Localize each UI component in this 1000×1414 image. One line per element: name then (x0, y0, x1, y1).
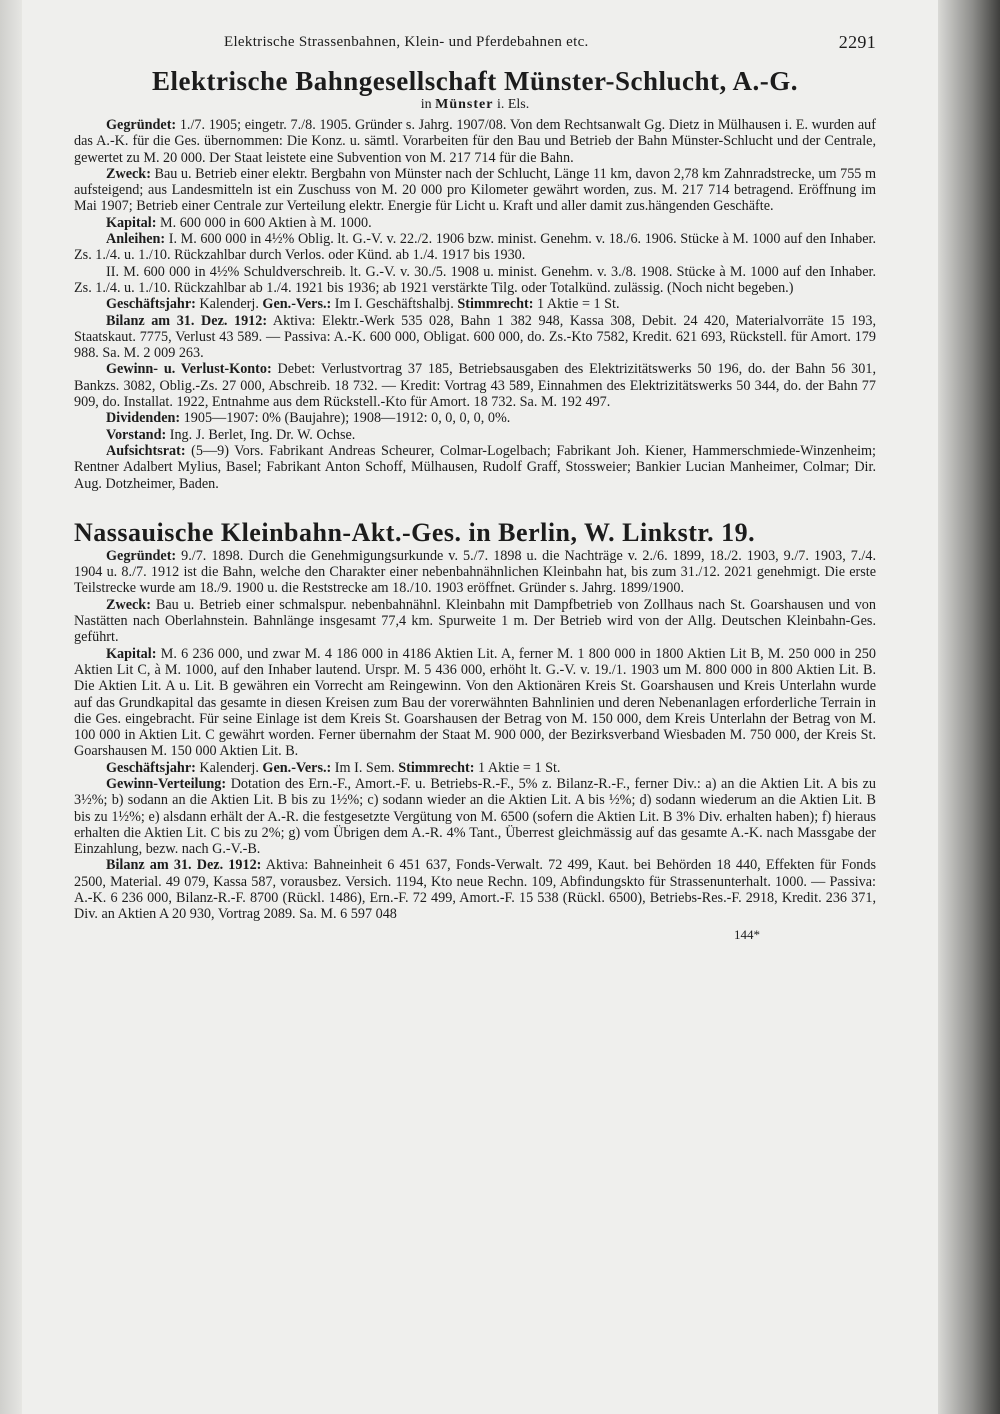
section-label: Kapital: (106, 214, 157, 231)
running-head (74, 30, 876, 60)
section-label: Zweck: (106, 596, 151, 613)
section-label: Gewinn- u. Verlust-Konto: (106, 361, 272, 378)
section-label: Kapital: (106, 645, 157, 662)
section-text: 1905—1907: 0% (Baujahre); 1908—1912: 0, 0, 0, 0, 0%. (180, 410, 511, 427)
company1-body (74, 117, 876, 492)
company1-title: Elektrische Bahngesellschaft Münster-Schlucht, A.-G. (152, 66, 798, 96)
company1-section (74, 215, 876, 231)
section-text: (5—9) Vors. Fabrikant Andreas Scheurer, Colmar-Logelbach; Fabrikant Joh. Kiener, Hammerschmiede-Winzenheim; Rentner Adalbert Mylius, Basel; Fabrikant Anton Schoff, Mülhausen, Rudolf Graff, Stossweier; Bankier Lucian Manheimer, Colmar; Dir. Aug. Dotzheimer, Baden. (74, 442, 876, 492)
section-text: Aktiva: Bahneinheit 6 451 637, Fonds-Verwalt. 72 499, Kaut. bei Behörden 18 440, Effekten für Fonds 2500, Material. 49 079, Kassa 587, vorausbez. Versich. 1194, Kto neue Rechn. 109, Abfindungskto für Strassenunterhalt. 1000. — Passiva: A.-K. 6 236 000, Bilanz-R.-F. 8700 (Rückl. 1486), Ern.-F. 72 499, Amort.-F. 15 538 (Rückl. 6500), Betriebs-Res.-F. 2918, Kredit. 236 371, Div. an Aktien A 20 930, Vortrag 2089. Sa. M. 6 597 048 (74, 857, 877, 923)
section-label: Aufsichtsrat: (106, 442, 186, 459)
location-prefix: in (420, 97, 432, 112)
company2-section (74, 776, 876, 857)
left-scan-edge (0, 0, 22, 1414)
company2-body (74, 548, 876, 923)
section-label: Zweck: (106, 165, 151, 182)
section-text: 9./7. 1898. Durch die Genehmigungsurkunde v. 5./7. 1898 u. die Nachträge v. 2./6. 1899, 18./2. 1903, 9./7. 1903, 7./4. 1904 u. 8./7. 1912 ist die Bahn, welche den Charakter einer nebenbahnähnlichen Kleinbahn hat, bis zum 31./12. 2021 genehmigt. Die erste Teilstrecke wurde am 18./9. 1900 u. die Reststrecke am 18./10. 1903 eröffnet. Gründer s. Jahrg. 1899/1900. (74, 547, 876, 597)
section-text: I. M. 600 000 in 4½% Oblig. lt. G.-V. v. 22./2. 1906 bzw. minist. Genehm. v. 18./6. 1906. Stücke à M. 1000 auf den Inhaber. Zs. 1./4. u. 1./10. Rückzahlbar durch Verlos. oder Künd. ab 1./4. 1917 bis 1930. (74, 231, 876, 264)
section-label: Dividenden: (106, 410, 181, 427)
company1-section (74, 313, 876, 362)
section-label: Anleihen: (106, 231, 166, 248)
signature-mark-text: 144* (734, 926, 760, 942)
company2-section (74, 597, 876, 646)
section-text: Dotation des Ern.-F., Amort.-F. u. Betriebs-R.-F., 5% z. Bilanz-R.-F., ferner Div.: a) an die Aktien Lit. A bis zu 3½%; b) sodann an die Aktien Lit. B bis zu 1½%; c) sodann wieder an die Aktien Lit. A bis ½%; d) sodann wiederum an die Aktien Lit. B bis zu 1½%; e) alsdann erhält der A.-R. die festgesetzte Vergütung von M. 6500 (sofern die Aktien Lit. B 3% Div. erhalten haben); f) hieraus erhalten die Aktien Lit. C bis zu 2%; g) vom Übrigen dem A.-R. 4% Tant., Überrest gleichmässig auf das gesamte A.-K. nach Massgabe der Einzahlung, bezw. nach G.-V.-B. (74, 775, 876, 858)
company1-section (74, 117, 876, 166)
company1-location (74, 97, 876, 113)
company2-title: Nassauische Kleinbahn-Akt.-Ges. in Berlin, W. Linkstr. 19. (74, 517, 756, 547)
section-label: Gegründet: (106, 117, 177, 133)
company1-section (74, 427, 876, 443)
section-label: Gen.-Vers.: (262, 296, 332, 313)
section-text: Ing. J. Berlet, Ing. Dr. W. Ochse. (166, 426, 356, 443)
page-content (74, 30, 876, 947)
section-text: Bau u. Betrieb einer elektr. Bergbahn von Münster nach der Schlucht, Länge 11 km, davon 2,78 km Zahnradstrecke, um 755 m aufsteigend; aus Landesmitteln ist ein Zuschuss von M. 20 000 pro Kilometer gewährt worden, zus. M. 217 714 betragend. Eröffnung im Mai 1907; Betrieb einer Centrale zur Verteilung elektr. Energie für Licht u. Kraft und aller damit zus.hängenden Geschäfte. (74, 165, 876, 215)
page-number: 2291 (838, 32, 876, 52)
section-label: Gegründet: (106, 547, 177, 564)
section-label: Geschäftsjahr: (106, 759, 196, 776)
section-text: Im I. Geschäftshalbj. (331, 296, 458, 313)
company1-section (74, 361, 876, 410)
company1-section (74, 443, 876, 492)
section-text: 1./7. 1905; eingetr. 7./8. 1905. Gründer s. Jahrg. 1907/08. Von dem Rechtsanwalt Gg. Dietz in Mülhausen i. E. wurden auf das A.-K. für die Ges. übernommen: Die Konz. u. sämtl. Vorarbeiten für den Bau und Betrieb der Bahn Münster-Schlucht und der Centrale, gewertet zu M. 20 000. Der Staat leistete eine Subvention von M. 217 714 für die Bahn. (74, 117, 876, 166)
section-label: Geschäftsjahr: (106, 296, 196, 313)
company1-section (74, 296, 876, 312)
company2-section (74, 760, 876, 776)
company1-section (74, 166, 876, 215)
section-label: Gen.-Vers.: (262, 759, 332, 776)
section-text: Bau u. Betrieb einer schmalspur. nebenbahnähnl. Kleinbahn mit Dampfbetrieb von Zollhaus nach St. Goarshausen und von Nastätten nach Oberlahnstein. Bahnlänge insgesamt 77,4 km. Spurweite 1 m. Der Betrieb wird von der Allg. Deutschen Kleinbahn-Ges. geführt. (74, 596, 876, 646)
section-label: Bilanz am 31. Dez. 1912: (106, 312, 268, 329)
signature-mark (74, 923, 876, 947)
section-text: Im I. Sem. (331, 759, 399, 776)
company1-section (74, 410, 876, 426)
section-text: Kalenderj. (195, 296, 263, 313)
section-text: 1 Aktie = 1 St. (474, 759, 561, 776)
company1-section (74, 231, 876, 264)
location-city: Münster (435, 97, 494, 112)
section-label: Vorstand: (106, 426, 167, 443)
section-label: Stimmrecht: (457, 296, 534, 313)
company2-section (74, 857, 876, 922)
section-label: Gewinn-Verteilung: (106, 775, 227, 792)
location-suffix: i. Els. (496, 97, 530, 112)
company1-section (74, 264, 876, 297)
section-text: Debet: Verlustvortrag 37 185, Betriebsausgaben des Elektrizitätswerks 50 196, do. der Bahn 56 301, Bankzs. 3082, Oblig.-Zs. 27 000, Abschreib. 18 732. — Kredit: Vortrag 43 589, Einnahmen des Elektrizitätswerks 50 344, do. der Bahn 77 909, do. Installat. 1922, Entnahme aus dem Rückstell.-Kto für Amort. 18 732. Sa. M. 192 497. (74, 361, 877, 411)
section-text: 1 Aktie = 1 St. (533, 296, 620, 313)
section-label: Bilanz am 31. Dez. 1912: (106, 857, 262, 874)
section-text: M. 600 000 in 600 Aktien à M. 1000. (156, 214, 372, 231)
company2-section (74, 548, 876, 597)
section-text: II. M. 600 000 in 4½% Schuldverschreib. lt. G.-V. v. 30./5. 1908 u. minist. Genehm. v. 3./8. 1908. Stücke à M. 1000 auf den Inhaber. Zs. 1./4. u. 1./10. Rückzahlbar ab 1./4. 1921 bis 1936; ab 1921 verstärkte Tilg. oder Totalkünd. zulässig. (Noch nicht begeben.) (74, 263, 876, 296)
section-text: M. 6 236 000, und zwar M. 4 186 000 in 4186 Aktien Lit. A, ferner M. 1 800 000 in 1800 Aktien Lit B, M. 250 000 in 250 Aktien Lit C, à M. 1000, auf den Inhaber lautend. Urspr. M. 5 436 000, erhöht lt. G.-V. v. 19./1. 1903 um M. 800 000 in 800 Aktien Lit. B. Die Aktien Lit. A u. Lit. B gewähren ein Vorrecht am Reingewinn. Von den Aktionären Kreis St. Goarshausen und Kreis Unterlahn wurde auf das Grundkapital das gesamte in diesen Kreisen zum Bau der vorerwähnten Bahnlinien und deren Nebenanlagen erforderliche Terrain in die Ges. eingebracht. Für seine Einlage ist dem Kreis St. Goarshausen der Betrag von M. 150 000, dem Kreis Unterlahn der Betrag von M. 100 000 in Aktien Lit. C gewährt worden. Ferner übernahm der Staat M. 900 000, der Bezirksverband Wiesbaden M. 750 000, der Kreis St. Goarshausen M. 150 000 Aktien Lit. B. (74, 645, 876, 760)
right-scan-edge (938, 0, 1000, 1414)
section-label: Stimmrecht: (398, 759, 475, 776)
section-text: Kalenderj. (195, 759, 263, 776)
section-text: Aktiva: Elektr.-Werk 535 028, Bahn 1 382 948, Kassa 308, Debit. 24 420, Materialvorräte 15 193, Staatskaut. 7775, Verlust 43 589. — Passiva: A.-K. 600 000, Obligat. 600 000, do. Zs.-Kto 7582, Kredit. 621 693, Rückstell. für Amort. 179 988. Sa. M. 2 009 263. (74, 312, 876, 362)
company2-section (74, 646, 876, 760)
running-head-title: Elektrische Strassenbahnen, Klein- und Pferdebahnen etc. (224, 34, 589, 50)
